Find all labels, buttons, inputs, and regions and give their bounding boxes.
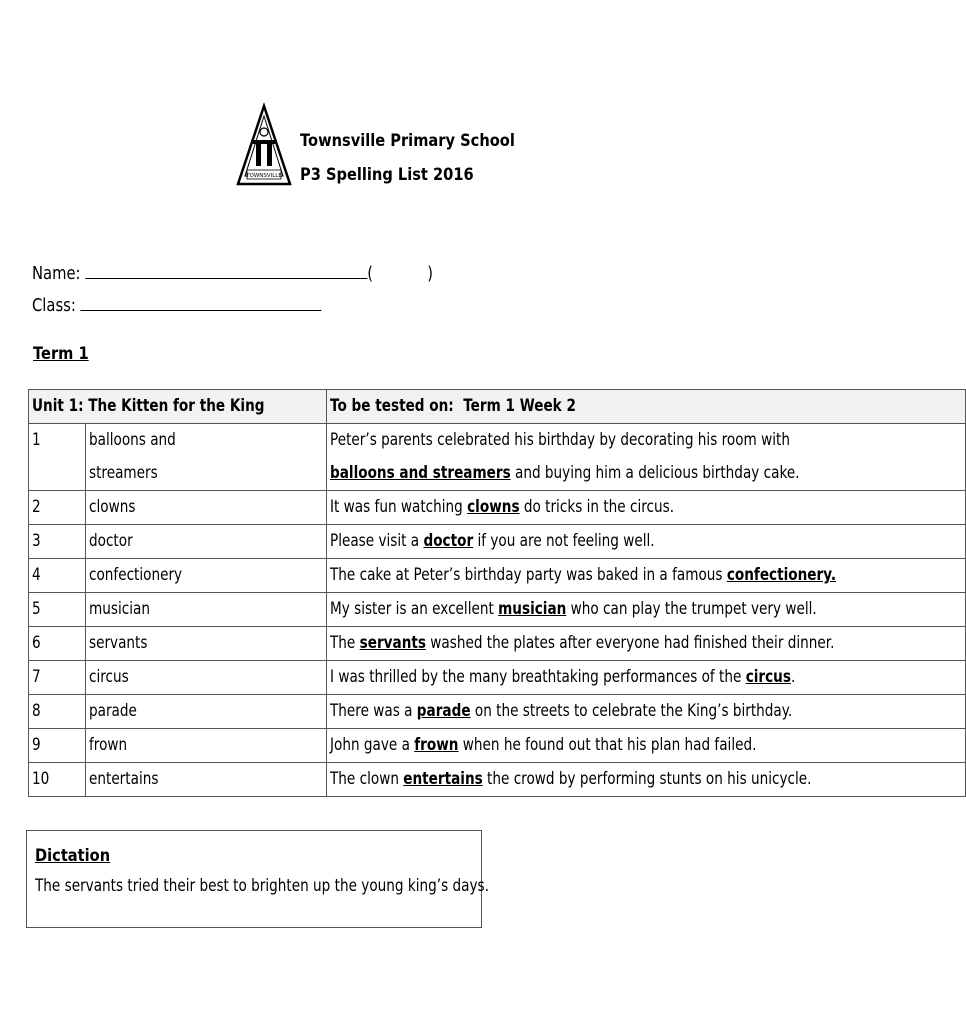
- sentence-keyword: frown: [413, 735, 459, 755]
- table-row: [29, 627, 966, 661]
- sentence-part-after: do tricks in the circus.: [519, 497, 674, 517]
- row-number: 8: [32, 701, 41, 721]
- sentence-keyword: musician: [497, 599, 566, 619]
- school-name: Townsville Primary School: [300, 131, 515, 151]
- dictation-box: [26, 830, 489, 928]
- table-row: [29, 525, 966, 559]
- index-paren-open: (: [367, 263, 374, 284]
- sentence-part-before: It was fun watching: [329, 497, 467, 517]
- class-blank[interactable]: [81, 294, 322, 311]
- sentence-part-before: The clown: [329, 769, 403, 789]
- sentence-keyword: confectionery.: [726, 565, 836, 585]
- spelling-word: balloons and: [88, 430, 176, 450]
- sentence-keyword: clowns: [466, 497, 520, 517]
- row-number: 6: [32, 633, 41, 653]
- index-paren-close: ): [427, 263, 433, 284]
- sentence-part-after: on the streets to celebrate the King’s birthday.: [470, 701, 792, 721]
- example-sentence: [326, 491, 966, 525]
- table-row: [29, 695, 966, 729]
- sentence-part-after: washed the plates after everyone had finished their dinner.: [425, 633, 835, 653]
- sentence-keyword: balloons and streamers: [329, 463, 511, 483]
- class-field-row: [32, 294, 322, 316]
- sentence-keyword: circus: [745, 667, 791, 687]
- table-row: [29, 559, 966, 593]
- example-sentence: [326, 763, 966, 797]
- row-number: 7: [32, 667, 41, 687]
- spelling-word-cont: streamers: [88, 463, 158, 483]
- list-title: P3 Spelling List 2016: [300, 165, 474, 185]
- term-heading: Term 1: [33, 344, 89, 364]
- sentence-part-before: My sister is an excellent: [329, 599, 498, 619]
- row-number: 9: [32, 735, 41, 755]
- spelling-table: [28, 389, 966, 797]
- name-label: Name:: [32, 263, 81, 284]
- example-sentence: [326, 661, 966, 695]
- example-sentence: [326, 559, 966, 593]
- sentence-keyword: entertains: [402, 769, 483, 789]
- example-sentence: [326, 729, 966, 763]
- sentence-keyword: servants: [359, 633, 426, 653]
- sentence-part-after: if you are not feeling well.: [472, 531, 655, 551]
- spelling-word: doctor: [88, 531, 133, 551]
- row-number: 10: [32, 769, 50, 789]
- logo-label: TOWNSVILLE: [246, 173, 282, 179]
- unit-header-row: [29, 390, 966, 424]
- sentence-part-before: Peter’s parents celebrated his birthday by decorating his room with: [329, 430, 790, 450]
- spelling-word: frown: [88, 735, 127, 755]
- sentence-part-after: .: [790, 667, 795, 687]
- test-label: To be tested on:: [329, 396, 454, 416]
- test-date-cell: [326, 390, 966, 424]
- example-sentence: [326, 424, 966, 491]
- sentence-part-before: Please visit a: [329, 531, 424, 551]
- class-label: Class:: [32, 295, 76, 316]
- dictation-text: The servants tried their best to brighten up the young king’s days.: [35, 876, 489, 896]
- table-row: [29, 593, 966, 627]
- test-when: Term 1 Week 2: [462, 396, 576, 416]
- unit-title: Unit 1: The Kitten for the King: [32, 396, 265, 416]
- row-number: 3: [32, 531, 41, 551]
- spelling-word: circus: [88, 667, 129, 687]
- name-field-row: [32, 262, 433, 284]
- unit-title-cell: [29, 390, 327, 424]
- sentence-part-before: John gave a: [329, 735, 414, 755]
- table-row: [29, 763, 966, 797]
- sentence-part-before: The cake at Peter’s birthday party was baked in a famous: [329, 565, 727, 585]
- example-sentence: [326, 525, 966, 559]
- spelling-word: parade: [88, 701, 137, 721]
- row-number: 5: [32, 599, 41, 619]
- row-number: 2: [32, 497, 41, 517]
- sentence-part-before: I was thrilled by the many breathtaking performances of the: [329, 667, 746, 687]
- sentence-part-after: the crowd by performing stunts on his unicycle.: [482, 769, 812, 789]
- sentence-part-after: and buying him a delicious birthday cake.: [510, 463, 800, 483]
- spelling-word: entertains: [88, 769, 159, 789]
- spelling-word: clowns: [88, 497, 136, 517]
- row-number: 1: [32, 430, 41, 450]
- dictation-heading: Dictation: [35, 846, 111, 866]
- table-row: [29, 661, 966, 695]
- spelling-word: musician: [88, 599, 150, 619]
- name-blank[interactable]: [85, 262, 367, 279]
- sentence-part-after: who can play the trumpet very well.: [565, 599, 817, 619]
- sentence-part-before: There was a: [329, 701, 417, 721]
- table-row: [29, 424, 966, 491]
- example-sentence: [326, 627, 966, 661]
- sentence-keyword: parade: [416, 701, 471, 721]
- document-title: [300, 124, 515, 192]
- row-number: 4: [32, 565, 41, 585]
- sentence-part-after: when he found out that his plan had failed.: [458, 735, 757, 755]
- sentence-part-before: The: [329, 633, 360, 653]
- sentence-keyword: doctor: [423, 531, 473, 551]
- example-sentence: [326, 695, 966, 729]
- school-crest-icon: [236, 104, 292, 188]
- table-row: [29, 491, 966, 525]
- spelling-word: servants: [88, 633, 148, 653]
- spelling-word: confectionery: [88, 565, 182, 585]
- table-row: [29, 729, 966, 763]
- example-sentence: [326, 593, 966, 627]
